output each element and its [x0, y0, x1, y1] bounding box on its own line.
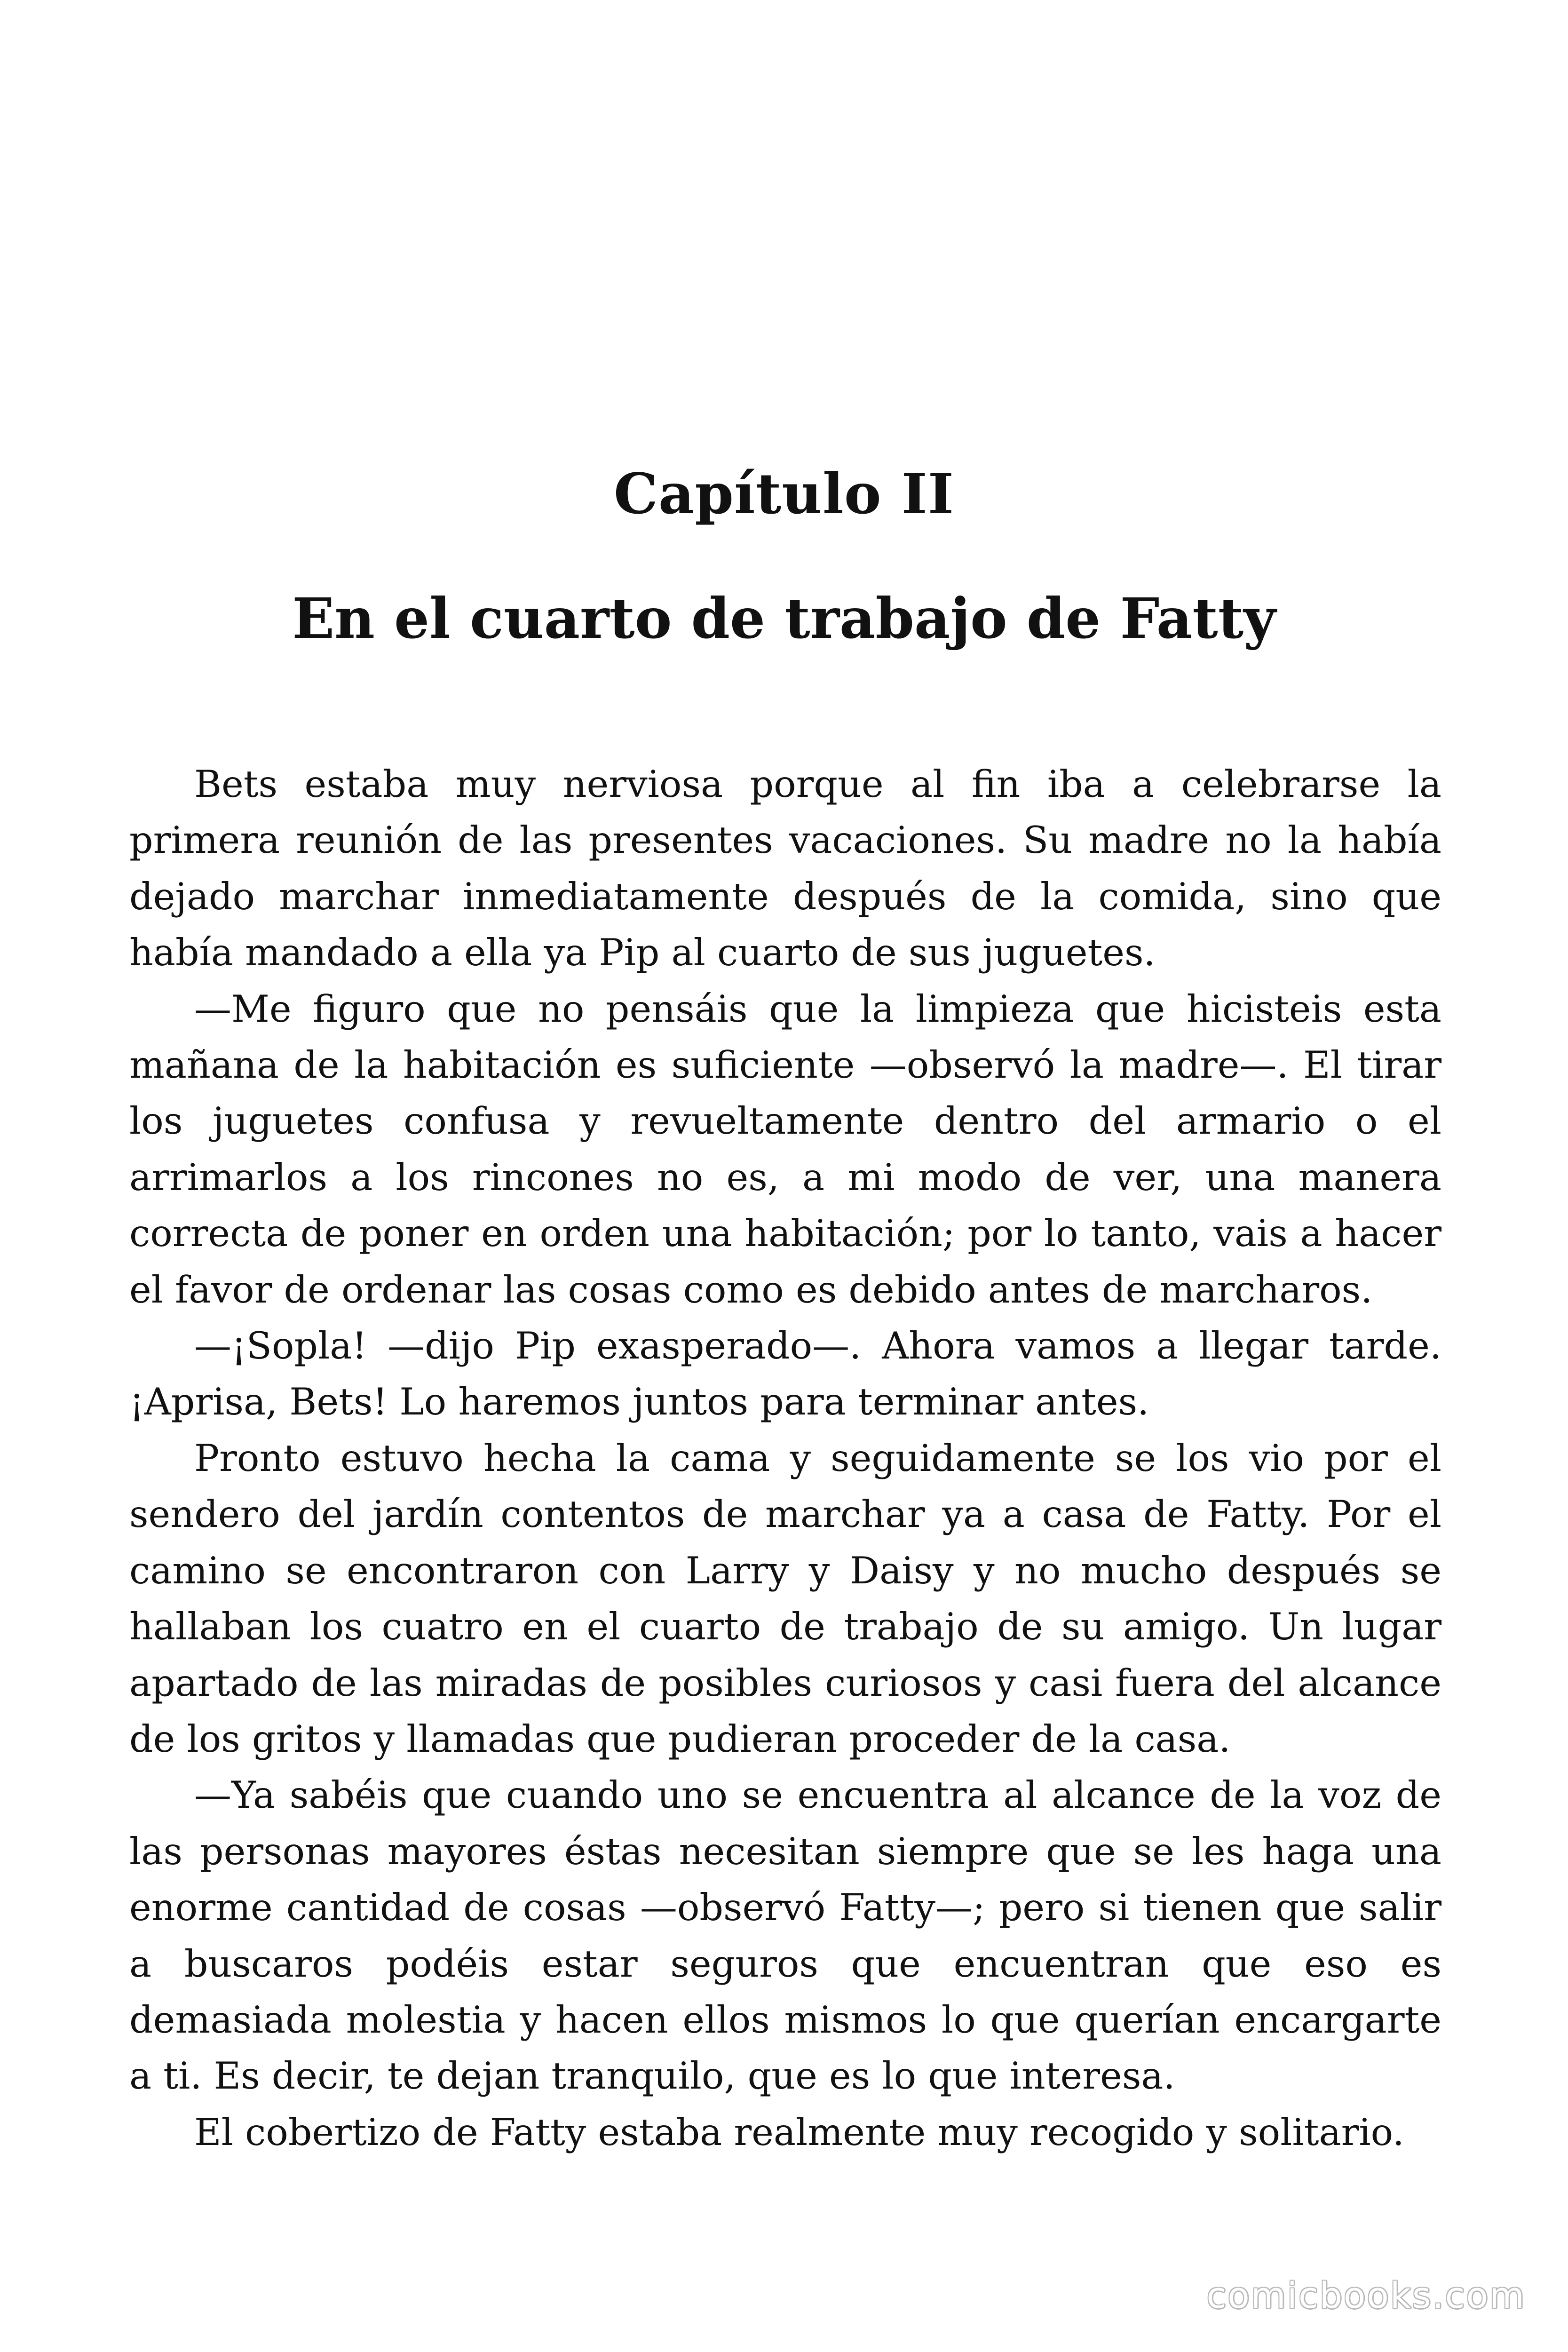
paragraph: —¡Sopla! —dijo Pip exasperado—. Ahora vamos a llegar tarde. ¡Aprisa, Bets! Lo haremos juntos para terminar antes.	[129, 1324, 1441, 1424]
paragraph: Bets estaba muy nerviosa porque al fin iba a celebrarse la primera reunión de las presentes vacaciones. Su madre no la había dejado marchar inmediatamente después de la comida, sino que había mandado a ella ya Pip al cuarto de sus juguetes.	[129, 763, 1441, 975]
chapter-body	[129, 756, 1441, 2161]
paragraph: El cobertizo de Fatty estaba realmente muy recogido y solitario.	[194, 2110, 1404, 2154]
watermark: comicbooks.com	[1206, 2274, 1526, 2316]
paragraph: —Ya sabéis que cuando uno se encuentra al alcance de la voz de las personas mayores éstas necesitan siempre que se les haga una enorme cantidad de cosas —observó Fatty—; pero si tienen que salir a buscaros podéis estar seguros que encuentran que eso es demasiada molestia y hacen ellos mismos lo que querían encargarte a ti. Es decir, te dejan tranquilo, que es lo que interesa.	[129, 1773, 1441, 2098]
paragraph: Pronto estuvo hecha la cama y seguidamente se los vio por el sendero del jardín contentos de marchar ya a casa de Fatty. Por el camino se encontraron con Larry y Daisy y no mucho después se hallaban los cuatro en el cuarto de trabajo de su amigo. Un lugar apartado de las miradas de posibles curiosos y casi fuera del alcance de los gritos y llamadas que pudieran proceder de la casa.	[129, 1436, 1441, 1761]
paragraph: —Me figuro que no pensáis que la limpieza que hicisteis esta mañana de la habitación es suficiente —observó la madre—. El tirar los juguetes confusa y revueltamente dentro del armario o el arrimarlos a los rincones no es, a mi modo de ver, una manera correcta de poner en orden una habitación; por lo tanto, vais a hacer el favor de ordenar las cosas como es debido antes de marcharos.	[129, 987, 1441, 1311]
chapter-number: Capítulo II	[613, 461, 954, 526]
chapter-title: En el cuarto de trabajo de Fatty	[292, 586, 1276, 651]
